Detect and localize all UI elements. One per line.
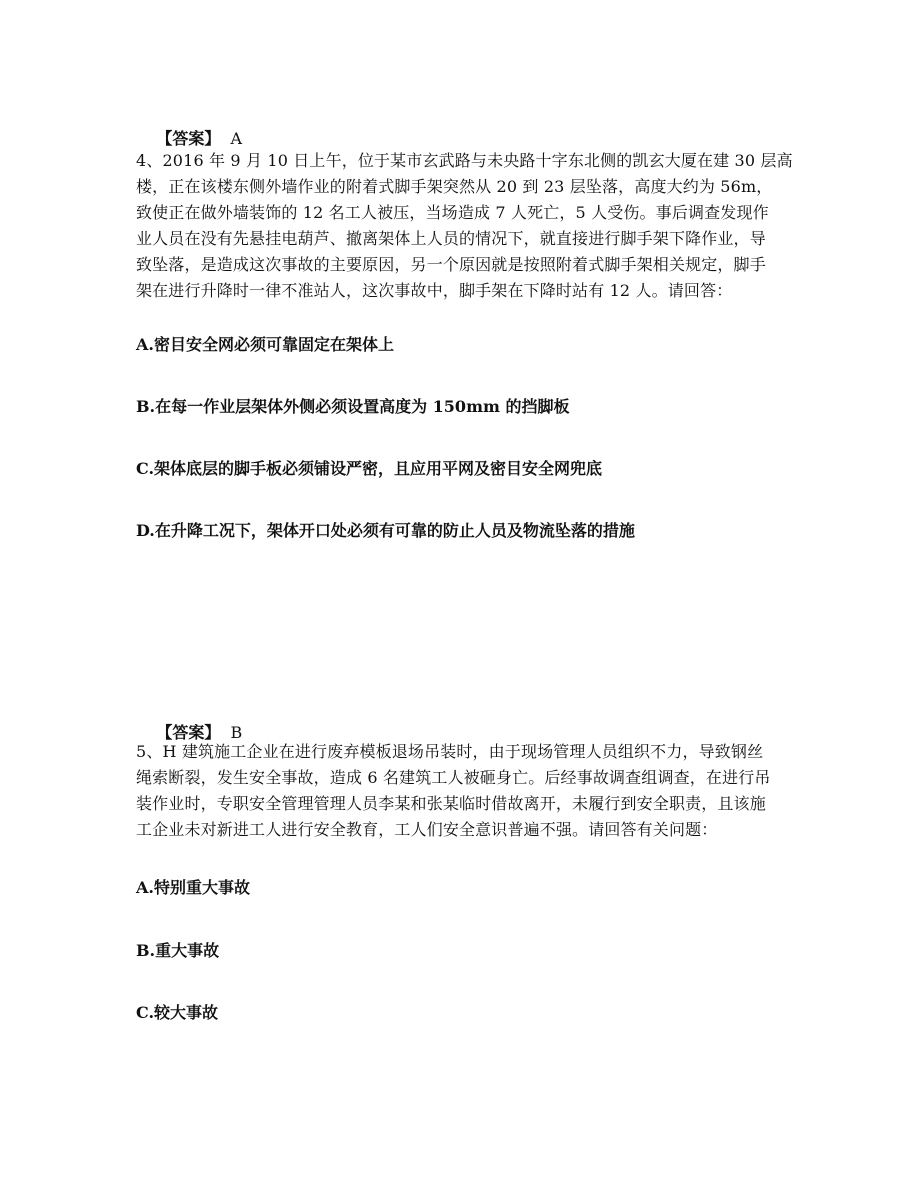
q4-line: 致使正在做外墙装饰的 12 名工人被压，当场造成 7 人死亡，5 人受伤。事后调查发现作	[136, 203, 769, 222]
q4-option-b: B.在每一作业层架体外侧必须设置高度为 150mm 的挡脚板	[136, 397, 570, 416]
q5-answer-label: 【答案】	[156, 723, 221, 742]
q5-answer-value: B	[230, 723, 243, 742]
q4-line: 致坠落，是造成这次事故的主要原因，另一个原因就是按照附着式脚手架相关规定，脚手	[136, 255, 766, 274]
q5-option-c: C.较大事故	[136, 1003, 219, 1022]
q4-line: 业人员在没有先悬挂电葫芦、撤离架体上人员的情况下，就直接进行脚手架下降作业，导	[136, 229, 766, 248]
q5-line: 装作业时，专职安全管理管理人员李某和张某临时借故离开，未履行到安全职责，且该施	[136, 794, 766, 813]
q5-question-text	[136, 739, 786, 843]
q4-option-a: A.密目安全网必须可靠固定在架体上	[136, 335, 394, 354]
q5-line: 工企业未对新进工人进行安全教育，工人们安全意识普遍不强。请回答有关问题：	[136, 820, 718, 839]
q4-line: 架在进行升降时一律不准站人，这次事故中，脚手架在下降时站有 12 人。请回答：	[136, 281, 733, 300]
q4-answer-label: 【答案】	[156, 129, 221, 148]
q5-line: 绳索断裂，发生安全事故，造成 6 名建筑工人被砸身亡。后经事故调查组调查，在进行吊	[136, 768, 771, 787]
q4-option-c: C.架体底层的脚手板必须铺设严密，且应用平网及密目安全网兜底	[136, 459, 603, 478]
q5-option-b: B.重大事故	[136, 941, 220, 960]
q4-line: 4、2016 年 9 月 10 日上午，位于某市玄武路与未央路十字东北侧的凯玄大厦在建 30 层高	[136, 151, 793, 170]
q4-option-d: D.在升降工况下，架体开口处必须有可靠的防止人员及物流坠落的措施	[136, 521, 635, 540]
q4-question-text	[136, 148, 793, 304]
q5-line: 5、H 建筑施工企业在进行废弃模板退场吊装时，由于现场管理人员组织不力，导致钢丝	[136, 742, 764, 761]
q4-line: 楼，正在该楼东侧外墙作业的附着式脚手架突然从 20 到 23 层坠落，高度大约为 56m，	[136, 177, 773, 196]
q5-option-a: A.特别重大事故	[136, 878, 250, 897]
q4-answer-value: A	[230, 129, 243, 148]
